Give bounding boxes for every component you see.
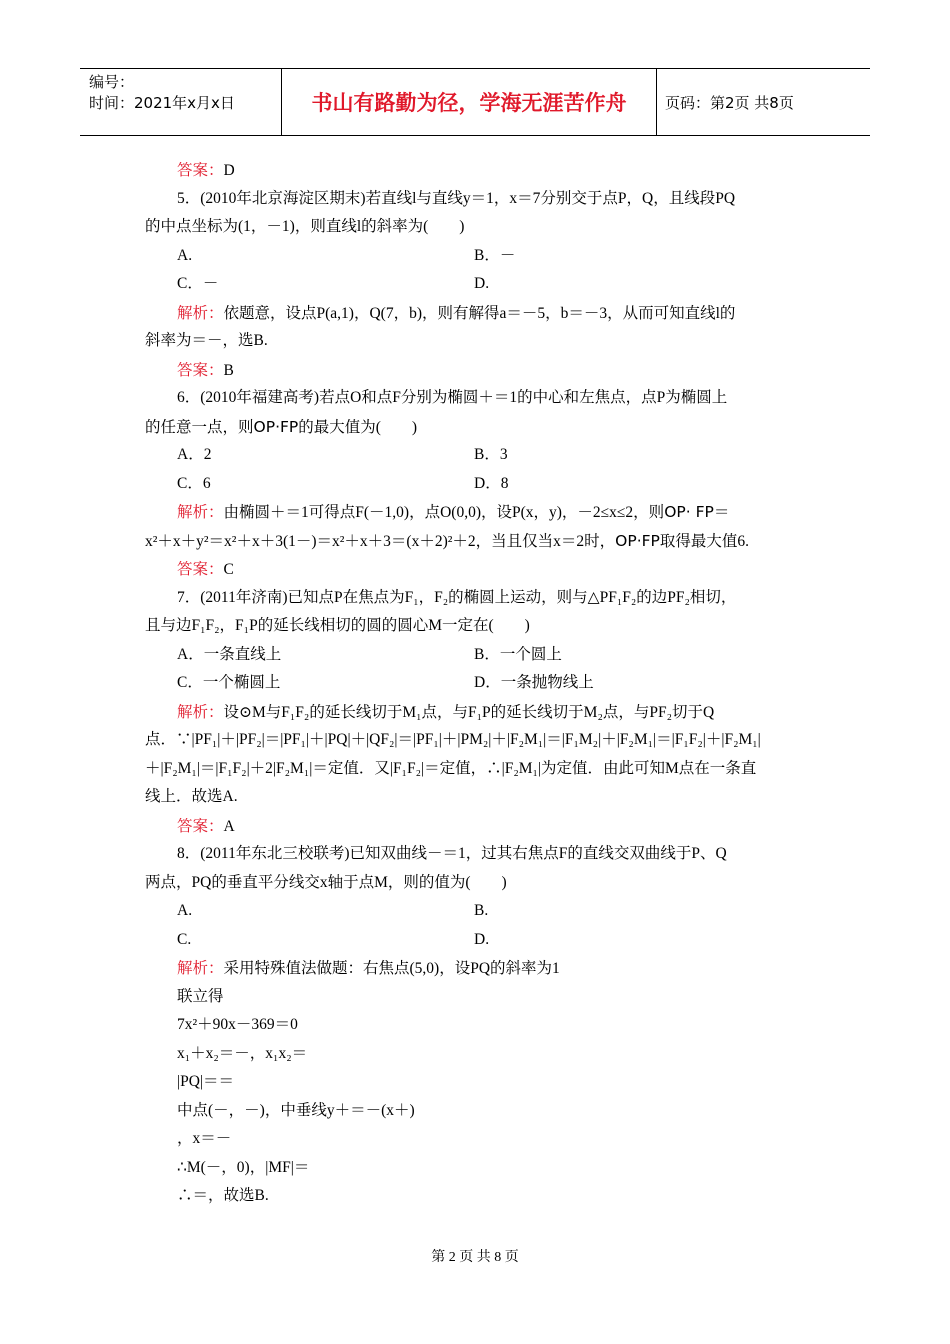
text-span: 8．(2011年东北三校联考)已知双曲线－＝1，过其右焦点F的直线交双曲线于P、Q bbox=[177, 845, 727, 862]
text-span: OP·FP bbox=[615, 531, 660, 550]
answer-label: 解析： bbox=[177, 959, 224, 977]
text-line bbox=[145, 783, 810, 812]
text-span: OP·FP bbox=[253, 417, 299, 436]
options-row bbox=[145, 470, 810, 499]
option-left: A．一条直线上 bbox=[177, 645, 282, 663]
answer-label: 答案： bbox=[177, 560, 224, 578]
text-line bbox=[145, 1011, 810, 1040]
option-right: D．一条抛物线上 bbox=[474, 674, 594, 691]
text-span: 且与边F₁F₂，F₁P的延长线相切的圆的圆心M一定在( ) bbox=[145, 617, 530, 634]
text-span: A bbox=[223, 817, 235, 835]
options-row bbox=[145, 441, 810, 470]
option-left: A．2 bbox=[177, 446, 212, 463]
options-row bbox=[145, 669, 810, 698]
text-line bbox=[145, 954, 810, 983]
page-footer: 第 2 页 共 8 页 bbox=[431, 1250, 519, 1265]
text-span: ＋|F₂M₁|＝|F₁F₂|＋2|F₂M₁|＝定值．又|F₁F₂|＝定值，∴|F₂M₁|为定值．由此可知M点在一条直 bbox=[145, 759, 757, 777]
text-span: C bbox=[223, 561, 234, 578]
option-left: A. bbox=[177, 246, 193, 264]
option-right: B．－ bbox=[474, 246, 516, 264]
options-row bbox=[145, 641, 810, 670]
header-meta bbox=[80, 69, 282, 135]
text-span: 中点(－，－)，中垂线y＋＝－(x＋) bbox=[177, 1101, 415, 1119]
text-line bbox=[145, 869, 810, 898]
option-left: C．6 bbox=[177, 474, 211, 492]
text-line bbox=[145, 1068, 810, 1097]
text-line bbox=[145, 1125, 810, 1154]
text-line bbox=[145, 840, 810, 869]
text-span: 的中点坐标为(1，－1)，则直线l的斜率为( ) bbox=[145, 218, 465, 235]
answer-label: 答案： bbox=[177, 161, 224, 179]
text-line bbox=[145, 983, 810, 1012]
text-span: 由椭圆＋＝1可得点F(－1,0)，点O(0,0)，设P(x，y)，－2≤x≤2，则 bbox=[223, 504, 665, 521]
text-span: 依题意，设点P(a,1)，Q(7，b)，则有解得a＝－5，b＝－3，从而可知直线l的 bbox=[223, 304, 736, 322]
text-line bbox=[145, 299, 810, 328]
text-span: 7．(2011年济南)已知点P在焦点为F₁，F₂的椭圆上运动，则与△PF₁F₂的边PF₂相切， bbox=[177, 588, 737, 606]
text-span: ∴＝，故选B. bbox=[177, 1187, 269, 1204]
text-span: D bbox=[223, 162, 235, 179]
option-left: C．一个椭圆上 bbox=[177, 674, 281, 691]
text-span: ＝ bbox=[713, 504, 730, 521]
document-body bbox=[145, 156, 810, 1211]
time-label: 时间：2021年x月x日 bbox=[89, 94, 235, 112]
option-right: B．一个圆上 bbox=[474, 645, 562, 663]
number-label: 编号： bbox=[89, 73, 135, 91]
option-right: D．8 bbox=[474, 474, 509, 492]
text-line bbox=[145, 156, 810, 185]
text-line bbox=[145, 584, 810, 613]
text-span: 的任意一点，则 bbox=[145, 418, 254, 436]
option-right: D. bbox=[474, 930, 490, 948]
option-right: D. bbox=[474, 275, 490, 292]
text-line bbox=[145, 1097, 810, 1126]
text-line bbox=[145, 413, 810, 442]
answer-label: 解析： bbox=[177, 303, 224, 322]
text-span: |PQ|＝＝ bbox=[177, 1073, 235, 1090]
options-row bbox=[145, 926, 810, 955]
text-line bbox=[145, 755, 810, 784]
header-page-cell bbox=[657, 69, 870, 135]
text-line bbox=[145, 356, 810, 385]
text-span: 点．∵|PF₁|＋|PF₂|＝|PF₁|＋|PQ|＋|QF₂|＝|PF₁|＋|PM₂|＋|F₂M₁|＝|F₁M₂|＋|F₂M₁|＝|F₁F₂|＋|F₂M₁| bbox=[145, 731, 761, 748]
page-label: 页码：第2页 共8页 bbox=[665, 93, 794, 112]
text-line bbox=[145, 698, 810, 727]
text-span: 联立得 bbox=[177, 987, 224, 1005]
text-span: x²＋x＋y²＝x²＋x＋3(1－)＝x²＋x＋3＝(x＋2)²＋2，当且仅当x＝2时， bbox=[145, 532, 616, 550]
text-span: 6．(2010年福建高考)若点O和点F分别为椭圆＋＝1的中心和左焦点，点P为椭圆上 bbox=[177, 389, 728, 406]
text-line bbox=[145, 327, 810, 356]
text-span: 设⊙M与F₁F₂的延长线切于M₁点，与F₁P的延长线切于M₂点，与PF₂切于Q bbox=[223, 703, 715, 721]
options-row bbox=[145, 897, 810, 926]
text-span: ∴M(－，0)，|MF|＝ bbox=[177, 1158, 310, 1176]
text-line bbox=[145, 612, 810, 641]
options-row bbox=[145, 270, 810, 299]
header-motto-cell bbox=[282, 69, 657, 135]
text-line bbox=[145, 185, 810, 214]
text-span: 线上．故选A. bbox=[145, 788, 238, 805]
text-span: B bbox=[223, 361, 234, 379]
text-span: 7x²＋90x－369＝0 bbox=[177, 1016, 298, 1033]
text-span: 采用特殊值法做题：右焦点(5,0)，设PQ的斜率为1 bbox=[223, 960, 560, 977]
text-line bbox=[145, 726, 810, 755]
text-line bbox=[145, 384, 810, 413]
text-line bbox=[145, 1154, 810, 1183]
option-right: B．3 bbox=[474, 446, 508, 463]
text-span: ，x＝－ bbox=[177, 1130, 232, 1147]
text-span: 斜率为＝－，选B. bbox=[145, 332, 268, 349]
motto: 书山有路勤为径，学海无涯苦作舟 bbox=[311, 91, 627, 115]
option-left: C．－ bbox=[177, 275, 219, 292]
text-span: 两点，PQ的垂直平分线交x轴于点M，则的值为( ) bbox=[145, 873, 507, 891]
answer-label: 答案： bbox=[177, 360, 224, 379]
text-line bbox=[145, 498, 810, 527]
text-span: 取得最大值6. bbox=[659, 532, 750, 550]
text-span: OP· FP bbox=[664, 503, 714, 521]
answer-label: 解析： bbox=[177, 503, 224, 521]
options-row bbox=[145, 242, 810, 271]
text-line bbox=[145, 555, 810, 584]
text-line bbox=[145, 527, 810, 556]
answer-label: 答案： bbox=[177, 816, 224, 835]
option-left: C. bbox=[177, 930, 192, 948]
option-left: A. bbox=[177, 902, 193, 919]
text-line bbox=[145, 812, 810, 841]
answer-label: 解析： bbox=[177, 702, 224, 721]
text-line bbox=[145, 213, 810, 242]
text-span: x₁＋x₂＝－，x₁x₂＝ bbox=[177, 1044, 308, 1062]
page-header bbox=[80, 68, 870, 136]
option-right: B. bbox=[474, 902, 489, 919]
text-span: 5．(2010年北京海淀区期末)若直线l与直线y＝1，x＝7分别交于点P，Q，且线段PQ bbox=[177, 189, 736, 207]
text-line bbox=[145, 1040, 810, 1069]
text-line bbox=[145, 1182, 810, 1211]
text-span: 的最大值为( ) bbox=[298, 418, 418, 436]
